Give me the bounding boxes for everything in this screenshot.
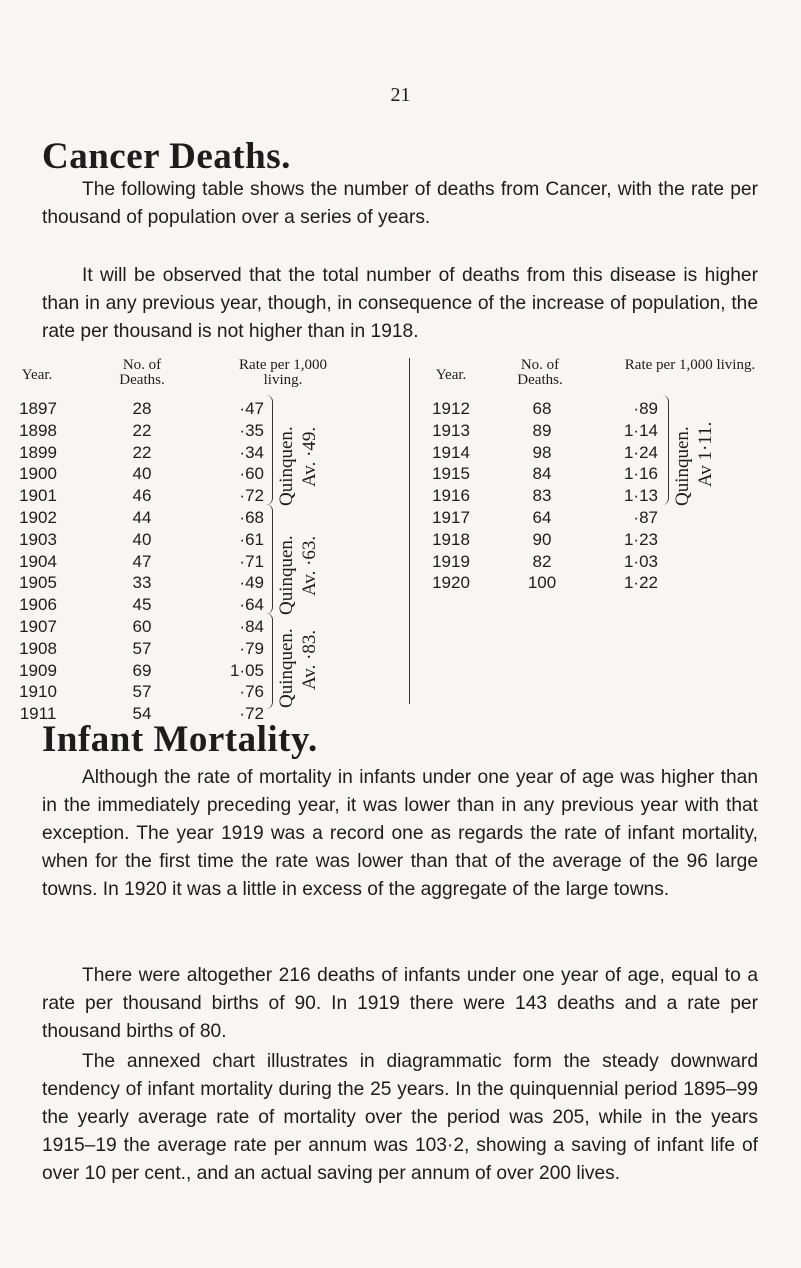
cell-rate: ·35 <box>239 420 264 440</box>
cell-rate: ·60 <box>239 464 264 484</box>
cell-year: 1912 <box>432 399 470 418</box>
cell-year: 1909 <box>19 660 57 680</box>
cancer-deaths-title: Cancer Deaths. <box>42 136 291 177</box>
cell-deaths: 89 <box>532 420 552 440</box>
infant-mortality-title: Infant Mortality. <box>42 719 318 760</box>
cell-deaths: 69 <box>132 660 152 680</box>
cell-deaths: 57 <box>132 638 152 658</box>
cell-rate: 1·13 <box>623 486 658 506</box>
cell-deaths: 64 <box>532 508 552 527</box>
cell-year: 1898 <box>19 420 57 440</box>
cell-deaths: 45 <box>132 595 152 615</box>
cell-year: 1918 <box>432 529 470 549</box>
cancer-intro-paragraph: The following table shows the number of deaths from Cancer, with the rate per thousand of population over a series of years. <box>42 179 758 228</box>
cell-year: 1901 <box>19 486 57 506</box>
cell-year: 1906 <box>19 595 57 615</box>
cell-deaths: 83 <box>532 486 552 506</box>
cell-rate: ·68 <box>239 508 264 527</box>
quinquennial-brace-1 <box>266 395 273 505</box>
cell-rate: 1·16 <box>623 464 658 484</box>
infant-paragraph-3: The annexed chart illustrates in diagrammatic form the steady downward tendency of infant mortality during the 25 years. In the quinquennial period 1895–99 the yearly average rate of mortality over the period was 205, while in the years 1915–19 the average rate per annum was 103·2, showing a saving of infant life of over 10 per cent., and an actual saving per annum of over 200 lives. <box>42 1051 758 1184</box>
quinquennial-brace-4 <box>662 395 669 505</box>
quinquennial-label-2: Quinquen. <box>276 535 297 615</box>
infant-paragraph-2: There were altogether 216 deaths of infants under one year of age, equal to a rate per thousand births of 90. In 1919 there were 143 deaths and a rate per thousand births of 80. <box>42 965 758 1042</box>
cell-deaths: 22 <box>132 420 152 440</box>
cell-deaths: 98 <box>532 442 552 462</box>
quinquennial-average-3: Av. ·83. <box>299 629 320 690</box>
cell-deaths: 54 <box>132 704 152 724</box>
cell-deaths: 82 <box>532 551 552 571</box>
quinquennial-average-1: Av. ·49. <box>299 426 320 487</box>
cell-deaths: 60 <box>132 617 152 636</box>
cell-rate: ·76 <box>239 682 264 702</box>
cell-deaths: 40 <box>132 464 152 484</box>
cell-deaths: 46 <box>132 486 152 506</box>
cell-deaths: 44 <box>132 508 152 527</box>
cell-year: 1917 <box>432 508 470 527</box>
cell-deaths: 57 <box>132 682 152 702</box>
quinquennial-brace-2 <box>266 504 273 614</box>
cell-year: 1910 <box>19 682 57 702</box>
cell-year: 1913 <box>432 420 470 440</box>
header-year-right: Year. <box>435 367 467 383</box>
cell-rate: ·61 <box>239 529 264 549</box>
cell-year: 1915 <box>432 464 470 484</box>
header-year-left: Year. <box>21 367 53 383</box>
header-rate-right: Rate per 1,000 living. <box>624 357 756 373</box>
cell-rate: ·34 <box>239 442 264 462</box>
cell-year: 1919 <box>432 551 470 571</box>
quinquennial-label-3: Quinquen. <box>276 628 297 708</box>
page-number: 21 <box>390 84 411 106</box>
quinquennial-label-4: Quinquen. <box>672 426 693 506</box>
cell-deaths: 90 <box>532 529 552 549</box>
cell-deaths: 33 <box>132 573 152 593</box>
table-divider <box>409 358 410 704</box>
cell-deaths: 100 <box>527 573 557 593</box>
infant-paragraph-1: Although the rate of mortality in infants under one year of age was higher than in the immediately preceding year, it was lower than in any previous year with that exception. The year 1919 was a record one as regards the rate of infant mortality, when for the first time the rate was lower than that of the average of the 96 large towns. In 1920 it was a little in excess of the aggregate of the large towns. <box>42 767 758 900</box>
cell-deaths: 22 <box>132 442 152 462</box>
cell-year: 1899 <box>19 442 57 462</box>
cell-rate: 1·03 <box>623 551 658 571</box>
quinquennial-average-4: Av 1·11. <box>695 421 716 487</box>
cell-year: 1903 <box>19 529 57 549</box>
quinquennial-label-1: Quinquen. <box>276 426 297 506</box>
cell-rate: ·64 <box>239 595 264 615</box>
cell-year: 1907 <box>19 617 57 636</box>
cell-year: 1900 <box>19 464 57 484</box>
quinquennial-average-2: Av. ·63. <box>299 535 320 596</box>
cell-year: 1905 <box>19 573 57 593</box>
cell-year: 1902 <box>19 508 57 527</box>
cell-deaths: 28 <box>132 399 152 418</box>
cancer-observation-paragraph: It will be observed that the total number of deaths from this disease is higher than in any previous year, though, in consequence of the increase of population, the rate per thousand is not higher than in 1918. <box>42 265 758 342</box>
cell-rate: ·47 <box>239 399 264 418</box>
cell-rate: ·71 <box>239 551 264 571</box>
cell-rate: 1·24 <box>623 442 658 462</box>
cell-rate: ·87 <box>633 508 658 527</box>
cell-year: 1916 <box>432 486 470 506</box>
cell-year: 1920 <box>432 573 470 593</box>
quinquennial-brace-3 <box>266 613 273 709</box>
cell-year: 1897 <box>19 399 57 418</box>
cell-rate: 1·05 <box>229 660 264 680</box>
cell-rate: ·84 <box>239 617 264 636</box>
cell-rate: ·72 <box>239 486 264 506</box>
cell-rate: 1·14 <box>623 420 658 440</box>
header-deaths-right: No. of Deaths. <box>517 357 563 388</box>
cell-rate: ·49 <box>239 573 264 593</box>
cell-rate: ·72 <box>239 704 264 724</box>
cell-year: 1911 <box>19 704 57 724</box>
cell-year: 1904 <box>19 551 57 571</box>
cell-deaths: 84 <box>532 464 552 484</box>
header-deaths-left: No. of Deaths. <box>119 357 165 388</box>
cell-year: 1908 <box>19 638 57 658</box>
cell-deaths: 40 <box>132 529 152 549</box>
cell-year: 1914 <box>432 442 470 462</box>
cell-rate: ·79 <box>239 638 264 658</box>
cell-deaths: 68 <box>532 399 552 418</box>
header-rate-left: Rate per 1,000 living. <box>239 357 327 388</box>
cell-rate: ·89 <box>633 399 658 418</box>
cell-rate: 1·22 <box>623 573 658 593</box>
cell-deaths: 47 <box>132 551 152 571</box>
cell-rate: 1·23 <box>623 529 658 549</box>
